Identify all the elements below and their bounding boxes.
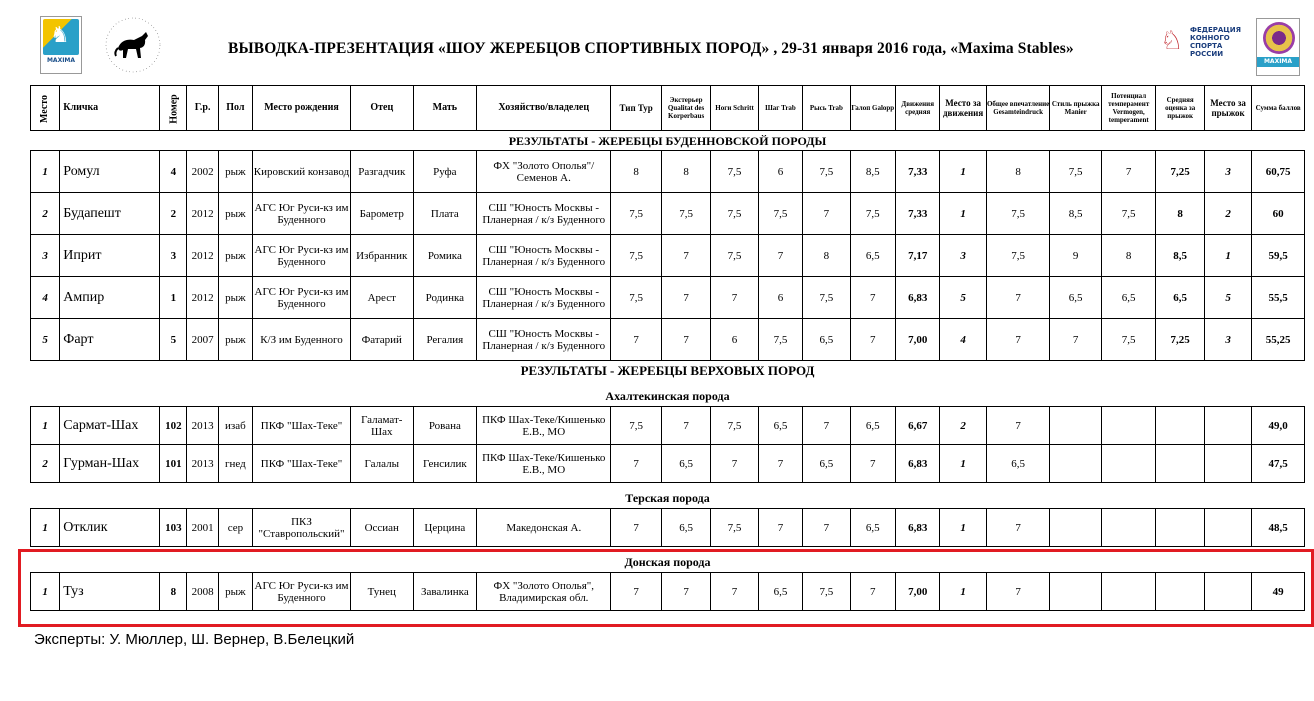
section-header bbox=[31, 361, 1305, 381]
table-cell: 8 bbox=[661, 151, 710, 193]
table-cell: 7,5 bbox=[758, 319, 802, 361]
table-cell: 6,5 bbox=[661, 445, 710, 483]
section-header: РЕЗУЛЬТАТЫ - ЖЕРЕБЦЫ БУДЕННОВСКОЙ ПОРОДЫ bbox=[508, 133, 827, 148]
table-cell bbox=[1204, 407, 1251, 445]
table-cell: 8 bbox=[160, 573, 187, 611]
table-cell: 7 bbox=[986, 509, 1050, 547]
maxima-logo-right: MAXIMA bbox=[1256, 18, 1300, 76]
table-cell: 1 bbox=[160, 277, 187, 319]
table-cell: 8,5 bbox=[850, 151, 895, 193]
table-row bbox=[31, 407, 1305, 445]
table-cell: 7 bbox=[758, 509, 802, 547]
table-cell: 8,5 bbox=[1050, 193, 1101, 235]
table-cell: ФХ "Золото Ополья", Владимирская обл. bbox=[477, 573, 611, 611]
horse-name-cell: Туз bbox=[60, 573, 160, 611]
table-cell: СШ "Юность Москвы - Планерная / к/з Буденного bbox=[477, 319, 611, 361]
table-cell: 7,5 bbox=[803, 277, 850, 319]
table-row bbox=[31, 277, 1305, 319]
table-cell: 6,5 bbox=[1050, 277, 1101, 319]
table-cell: 7 bbox=[711, 445, 758, 483]
table-cell: 9 bbox=[1050, 235, 1101, 277]
col-number: Номер bbox=[160, 86, 187, 131]
col-walk: Шаг Trab bbox=[758, 86, 802, 131]
table-cell bbox=[1156, 445, 1204, 483]
table-row bbox=[31, 235, 1305, 277]
table-cell: 6 bbox=[758, 277, 802, 319]
table-cell: рыж bbox=[218, 319, 252, 361]
table-cell: 7,5 bbox=[711, 193, 758, 235]
table-cell: 7 bbox=[850, 277, 895, 319]
table-cell: ФХ "Золото Ополья"/Семенов А. bbox=[477, 151, 611, 193]
table-cell: Рована bbox=[413, 407, 477, 445]
table-cell: 6,5 bbox=[758, 573, 802, 611]
table-row bbox=[31, 151, 1305, 193]
table-cell: Македонская А. bbox=[477, 509, 611, 547]
equestrian-federation-icon: ♘ bbox=[1160, 26, 1184, 56]
table-cell: ПКФ "Шах-Теке" bbox=[253, 445, 351, 483]
table-cell: 6,67 bbox=[896, 407, 940, 445]
horse-name-cell: Сармат-Шах bbox=[60, 407, 160, 445]
table-cell: 1 bbox=[31, 509, 60, 547]
table-cell: 7,5 bbox=[611, 277, 661, 319]
table-cell: Плата bbox=[413, 193, 477, 235]
table-cell: 2013 bbox=[187, 445, 218, 483]
table-cell: 7 bbox=[1050, 319, 1101, 361]
table-cell: 4 bbox=[940, 319, 986, 361]
table-cell: 3 bbox=[31, 235, 60, 277]
table-cell: 7,5 bbox=[1050, 151, 1101, 193]
table-cell: 7,5 bbox=[803, 151, 850, 193]
table-cell: 7 bbox=[803, 193, 850, 235]
table-cell: 7 bbox=[661, 319, 710, 361]
table-cell: 7,5 bbox=[611, 407, 661, 445]
table-cell: Галалы bbox=[350, 445, 413, 483]
table-cell: 55,5 bbox=[1252, 277, 1305, 319]
page-header bbox=[0, 0, 1314, 84]
col-trot: Рысь Trab bbox=[803, 86, 850, 131]
table-cell: 8 bbox=[986, 151, 1050, 193]
col-place: Место bbox=[31, 86, 60, 131]
col-birthplace: Место рождения bbox=[253, 86, 351, 131]
table-cell: 59,5 bbox=[1252, 235, 1305, 277]
table-cell: 7 bbox=[661, 235, 710, 277]
table-cell: 6,5 bbox=[850, 509, 895, 547]
table-cell: 8 bbox=[1156, 193, 1204, 235]
table-cell: 8 bbox=[803, 235, 850, 277]
table-cell: 2002 bbox=[187, 151, 218, 193]
table-cell: 6,83 bbox=[896, 445, 940, 483]
table-cell: 7 bbox=[803, 509, 850, 547]
maxima-logo-left: ♞ MAXIMA bbox=[40, 16, 82, 74]
table-cell: 6,5 bbox=[758, 407, 802, 445]
table-cell: 7 bbox=[758, 445, 802, 483]
horse-name-cell: Отклик bbox=[60, 509, 160, 547]
table-cell: 7 bbox=[611, 509, 661, 547]
table-cell: 2012 bbox=[187, 235, 218, 277]
table-cell: АГС Юг Руси-кз им Буденного bbox=[253, 235, 351, 277]
table-cell: 2007 bbox=[187, 319, 218, 361]
table-cell: 48,5 bbox=[1252, 509, 1305, 547]
table-cell: 6 bbox=[758, 151, 802, 193]
table-row bbox=[31, 319, 1305, 361]
table-cell: 1 bbox=[31, 573, 60, 611]
table-cell: 8 bbox=[1101, 235, 1156, 277]
table-cell: 1 bbox=[31, 407, 60, 445]
table-cell: 7 bbox=[711, 573, 758, 611]
section-title: Терская порода bbox=[625, 491, 710, 506]
table-cell bbox=[1101, 445, 1156, 483]
section-title: Ахалтекинская порода bbox=[605, 389, 730, 404]
table-cell: изаб bbox=[218, 407, 252, 445]
table-cell: АГС Юг Руси-кз им Буденного bbox=[253, 277, 351, 319]
table-cell: 1 bbox=[1204, 235, 1251, 277]
table-cell: 7 bbox=[986, 407, 1050, 445]
col-year: Г.р. bbox=[187, 86, 218, 131]
table-cell bbox=[1204, 445, 1251, 483]
table-cell: 6,5 bbox=[1156, 277, 1204, 319]
table-cell: 6,5 bbox=[661, 509, 710, 547]
col-type: Тип Typ bbox=[611, 86, 661, 131]
table-cell: 7 bbox=[1101, 151, 1156, 193]
table-cell: Фатарий bbox=[350, 319, 413, 361]
table-cell: 2 bbox=[31, 445, 60, 483]
table-cell: 7,5 bbox=[711, 151, 758, 193]
horse-name-cell: Фарт bbox=[60, 319, 160, 361]
table-cell: 6,5 bbox=[986, 445, 1050, 483]
table-cell: 7 bbox=[758, 235, 802, 277]
table-cell: Тунец bbox=[350, 573, 413, 611]
section-header bbox=[31, 387, 1305, 407]
table-cell: 47,5 bbox=[1252, 445, 1305, 483]
table-cell: 101 bbox=[160, 445, 187, 483]
table-cell: 1 bbox=[940, 151, 986, 193]
table-cell: рыж bbox=[218, 235, 252, 277]
table-cell: СШ "Юность Москвы - Планерная / к/з Буденного bbox=[477, 277, 611, 319]
table-cell: 5 bbox=[1204, 277, 1251, 319]
table-cell: 7 bbox=[661, 277, 710, 319]
table-cell: 7,5 bbox=[611, 235, 661, 277]
table-cell: 7,5 bbox=[661, 193, 710, 235]
table-cell: 1 bbox=[31, 151, 60, 193]
col-potential: Потенциал темперамент Vermogen, temperament bbox=[1101, 86, 1156, 131]
table-cell: 3 bbox=[940, 235, 986, 277]
table-cell: Генсилик bbox=[413, 445, 477, 483]
table-cell: рыж bbox=[218, 277, 252, 319]
table-cell: СШ "Юность Москвы - Планерная / к/з Буденного bbox=[477, 235, 611, 277]
col-dam: Мать bbox=[413, 86, 477, 131]
table-cell bbox=[1050, 509, 1101, 547]
table-cell: 7,5 bbox=[711, 235, 758, 277]
col-jump-place: Место за прыжок bbox=[1204, 86, 1251, 131]
table-cell: 7 bbox=[611, 573, 661, 611]
table-cell: гнед bbox=[218, 445, 252, 483]
table-cell: 102 bbox=[160, 407, 187, 445]
table-cell: 7,17 bbox=[896, 235, 940, 277]
table-cell: СШ "Юность Москвы - Планерная / к/з Буденного bbox=[477, 193, 611, 235]
col-exterior: Экстерьер Qualitat des Korperbaus bbox=[661, 86, 710, 131]
section-title: РЕЗУЛЬТАТЫ - ЖЕРЕБЦЫ ВЕРХОВЫХ ПОРОД bbox=[520, 362, 815, 378]
results-body bbox=[31, 131, 1305, 611]
table-cell: 5 bbox=[940, 277, 986, 319]
table-cell: 8,5 bbox=[1156, 235, 1204, 277]
table-cell: рыж bbox=[218, 573, 252, 611]
table-cell: 6,5 bbox=[803, 319, 850, 361]
table-cell: Церцина bbox=[413, 509, 477, 547]
table-cell: 55,25 bbox=[1252, 319, 1305, 361]
table-cell bbox=[1101, 509, 1156, 547]
table-cell: 7 bbox=[661, 573, 710, 611]
table-cell: 7,5 bbox=[986, 193, 1050, 235]
table-cell: рыж bbox=[218, 193, 252, 235]
table-cell: 4 bbox=[160, 151, 187, 193]
table-cell: 7 bbox=[803, 407, 850, 445]
table-cell: сер bbox=[218, 509, 252, 547]
page-title: ВЫВОДКА-ПРЕЗЕНТАЦИЯ «ШОУ ЖЕРЕБЦОВ СПОРТИВНЫХ ПОРОД» , 29-31 января 2016 года, «Maxima Stables» bbox=[228, 40, 1074, 57]
table-cell: 7 bbox=[850, 573, 895, 611]
table-cell bbox=[1204, 509, 1251, 547]
section-header bbox=[31, 489, 1305, 509]
table-row bbox=[31, 573, 1305, 611]
table-cell: 6,5 bbox=[1101, 277, 1156, 319]
table-cell: 5 bbox=[31, 319, 60, 361]
table-cell: 7,25 bbox=[1156, 151, 1204, 193]
table-cell: Оссиан bbox=[350, 509, 413, 547]
horse-icon: ♞ bbox=[50, 23, 70, 48]
table-cell: 60 bbox=[1252, 193, 1305, 235]
table-cell: 2012 bbox=[187, 277, 218, 319]
table-cell: 2 bbox=[160, 193, 187, 235]
table-cell: 6,83 bbox=[896, 277, 940, 319]
table-cell bbox=[1156, 573, 1204, 611]
table-cell: ПКФ Шах-Теке/Кишенько Е.В., МО bbox=[477, 445, 611, 483]
table-cell: ПКФ Шах-Теке/Кишенько Е.В., МО bbox=[477, 407, 611, 445]
table-cell: Кировский конзавод bbox=[253, 151, 351, 193]
table-cell: 49 bbox=[1252, 573, 1305, 611]
table-cell: 7 bbox=[611, 319, 661, 361]
table-cell: 3 bbox=[1204, 151, 1251, 193]
table-cell: рыж bbox=[218, 151, 252, 193]
section-title: Донская порода bbox=[624, 555, 711, 570]
col-jump-style: Стиль прыжка Manier bbox=[1050, 86, 1101, 131]
col-total: Сумма баллов bbox=[1252, 86, 1305, 131]
table-cell: 7 bbox=[986, 573, 1050, 611]
table-header-row bbox=[31, 86, 1305, 131]
table-cell: 1 bbox=[940, 573, 986, 611]
table-cell: Руфа bbox=[413, 151, 477, 193]
col-jump-avg: Средняя оценка за прыжок bbox=[1156, 86, 1204, 131]
table-cell: 7 bbox=[661, 407, 710, 445]
col-legs: Ноги Schritt bbox=[711, 86, 758, 131]
table-cell: 49,0 bbox=[1252, 407, 1305, 445]
table-row bbox=[31, 509, 1305, 547]
table-cell: Регалия bbox=[413, 319, 477, 361]
table-cell bbox=[1101, 407, 1156, 445]
table-cell: 2013 bbox=[187, 407, 218, 445]
table-cell: 7,25 bbox=[1156, 319, 1204, 361]
col-movement-avg: Движения средняя bbox=[896, 86, 940, 131]
table-cell: 3 bbox=[1204, 319, 1251, 361]
table-cell: ПКФ "Шах-Теке" bbox=[253, 407, 351, 445]
table-cell: 2012 bbox=[187, 193, 218, 235]
table-cell: 7 bbox=[986, 277, 1050, 319]
table-cell: АГС Юг Руси-кз им Буденного bbox=[253, 193, 351, 235]
horse-name-cell: Ампир bbox=[60, 277, 160, 319]
table-cell bbox=[1156, 509, 1204, 547]
horse-name-cell: Будапешт bbox=[60, 193, 160, 235]
rosette-icon bbox=[1263, 22, 1295, 54]
table-cell: 7,00 bbox=[896, 573, 940, 611]
table-cell: 8 bbox=[611, 151, 661, 193]
table-cell: Избранник bbox=[350, 235, 413, 277]
table-cell: 7,5 bbox=[803, 573, 850, 611]
table-cell: 7,5 bbox=[611, 193, 661, 235]
table-cell: 3 bbox=[160, 235, 187, 277]
table-cell: 2008 bbox=[187, 573, 218, 611]
col-owner: Хозяйство/владелец bbox=[477, 86, 611, 131]
table-cell: 7 bbox=[986, 319, 1050, 361]
table-cell: Галамат-Шах bbox=[350, 407, 413, 445]
table-cell: 6,5 bbox=[803, 445, 850, 483]
col-overall: Общее впечатление Gesamteindruck bbox=[986, 86, 1050, 131]
table-row bbox=[31, 193, 1305, 235]
table-cell: Арест bbox=[350, 277, 413, 319]
table-cell: 2 bbox=[31, 193, 60, 235]
table-cell: 4 bbox=[31, 277, 60, 319]
table-cell: 7,5 bbox=[850, 193, 895, 235]
table-cell: 7,5 bbox=[758, 193, 802, 235]
table-cell: Разгадчик bbox=[350, 151, 413, 193]
table-cell: Завалинка bbox=[413, 573, 477, 611]
section-header bbox=[31, 553, 1305, 573]
table-cell: 7 bbox=[611, 445, 661, 483]
table-cell bbox=[1204, 573, 1251, 611]
horse-name-cell: Гурман-Шах bbox=[60, 445, 160, 483]
table-cell: Ромика bbox=[413, 235, 477, 277]
fks-logo: ♘ ФЕДЕРАЦИЯ КОННОГО СПОРТА РОССИИ bbox=[1160, 26, 1242, 58]
col-movement-place: Место за движения bbox=[940, 86, 986, 131]
col-gallop: Галоп Galopp bbox=[850, 86, 895, 131]
table-row bbox=[31, 445, 1305, 483]
table-cell: 6,5 bbox=[850, 407, 895, 445]
table-cell: АГС Юг Руси-кз им Буденного bbox=[253, 573, 351, 611]
table-cell: 60,75 bbox=[1252, 151, 1305, 193]
results-table bbox=[30, 85, 1305, 611]
table-cell: К/З им Буденного bbox=[253, 319, 351, 361]
table-cell: 6,5 bbox=[850, 235, 895, 277]
table-cell: 1 bbox=[940, 193, 986, 235]
col-name: Кличка bbox=[60, 86, 160, 131]
table-cell: 1 bbox=[940, 509, 986, 547]
table-cell: Барометр bbox=[350, 193, 413, 235]
table-cell: 7,5 bbox=[711, 509, 758, 547]
col-sex: Пол bbox=[218, 86, 252, 131]
table-cell bbox=[1050, 407, 1101, 445]
table-cell: 2 bbox=[940, 407, 986, 445]
table-cell: 5 bbox=[160, 319, 187, 361]
table-cell: 7,33 bbox=[896, 193, 940, 235]
col-sire: Отец bbox=[350, 86, 413, 131]
table-cell bbox=[1050, 573, 1101, 611]
horse-name-cell: Иприт bbox=[60, 235, 160, 277]
table-cell bbox=[1050, 445, 1101, 483]
table-cell: 7,33 bbox=[896, 151, 940, 193]
table-cell: 7 bbox=[850, 445, 895, 483]
table-cell: 7,5 bbox=[1101, 193, 1156, 235]
table-cell: 6,83 bbox=[896, 509, 940, 547]
horse-name-cell: Ромул bbox=[60, 151, 160, 193]
table-cell bbox=[1156, 407, 1204, 445]
table-cell: 7,00 bbox=[896, 319, 940, 361]
table-cell: 7 bbox=[850, 319, 895, 361]
table-cell: ПКЗ "Ставропольский" bbox=[253, 509, 351, 547]
table-cell: 2001 bbox=[187, 509, 218, 547]
table-cell: 103 bbox=[160, 509, 187, 547]
table-cell: 6 bbox=[711, 319, 758, 361]
table-cell: 7,5 bbox=[986, 235, 1050, 277]
vniik-logo bbox=[100, 14, 166, 76]
table-cell: 2 bbox=[1204, 193, 1251, 235]
table-cell: 7,5 bbox=[711, 407, 758, 445]
table-cell bbox=[1101, 573, 1156, 611]
experts-note: Эксперты: У. Мюллер, Ш. Вернер, В.Белецкий bbox=[34, 631, 355, 648]
table-cell: Родинка bbox=[413, 277, 477, 319]
table-cell: 7,5 bbox=[1101, 319, 1156, 361]
table-cell: 1 bbox=[940, 445, 986, 483]
table-cell: 7 bbox=[711, 277, 758, 319]
